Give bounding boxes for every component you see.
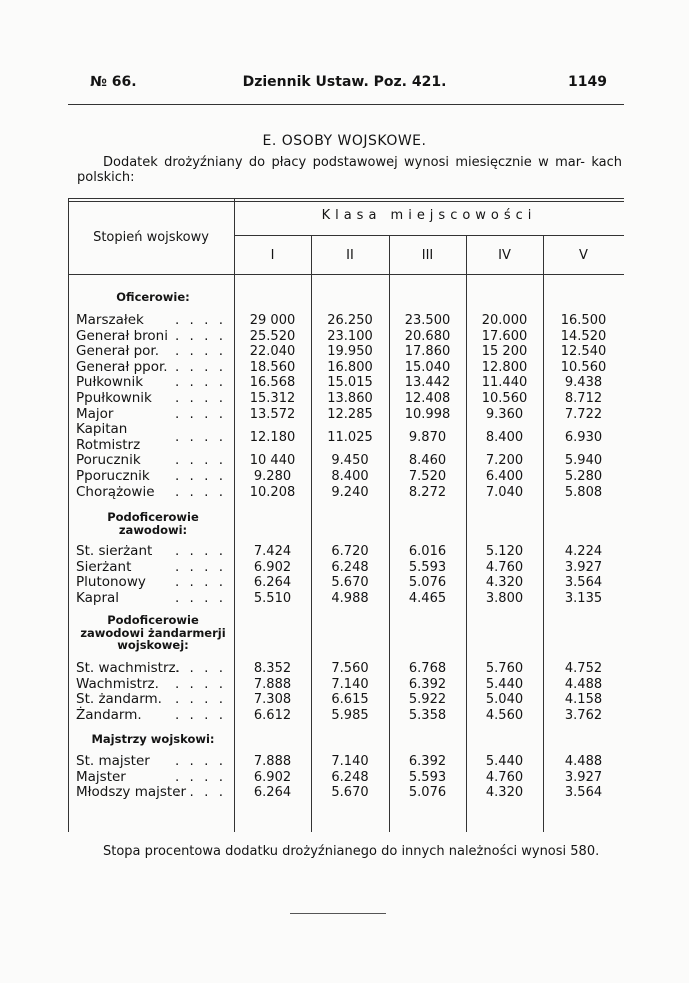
allowance-value: 17.860 xyxy=(404,344,451,360)
allowance-value: 3.564 xyxy=(564,785,603,801)
allowance-value: 4.760 xyxy=(485,559,524,575)
rank-name xyxy=(76,754,226,770)
allowance-value: 29 000 xyxy=(249,313,296,328)
allowance-value: 6.902 xyxy=(253,769,292,785)
allowance-value: 8.400 xyxy=(485,430,524,445)
allowance-value: 19.950 xyxy=(327,344,373,360)
allowance-value: 23.100 xyxy=(327,328,373,344)
allowance-value: 26.250 xyxy=(327,313,373,328)
allowance-value: 9.438 xyxy=(564,375,603,391)
allowance-value: 5.076 xyxy=(408,785,447,801)
allowance-value: 6.392 xyxy=(408,676,447,692)
allowance-value: 10 440 xyxy=(249,453,296,469)
leader-dots: . . . . xyxy=(174,784,226,801)
leader-dots: . . . . xyxy=(174,483,226,500)
allowance-value: 12.180 xyxy=(249,430,296,445)
allowance-value: 8.272 xyxy=(408,484,447,500)
allowance-value: 7.308 xyxy=(253,692,292,708)
rank-name xyxy=(76,661,226,677)
rank-label: Kapitan xyxy=(76,421,128,438)
allowance-value: 7.560 xyxy=(331,661,369,676)
journal-title: Dziennik Ustaw. Poz. 421. xyxy=(242,74,447,90)
allowance-value: 7.424 xyxy=(253,544,292,559)
allowance-value: 13.442 xyxy=(404,375,451,391)
allowance-value: 18.560 xyxy=(249,359,296,375)
leader-dots: . . . . xyxy=(174,390,226,406)
page-number: 1149 xyxy=(568,74,607,90)
allowance-value: 6.400 xyxy=(485,469,524,484)
allowance-value: 5.076 xyxy=(408,575,447,591)
allowance-value: 3.762 xyxy=(564,707,603,723)
rank-label: Majster xyxy=(76,768,126,785)
allowance-value: 5.120 xyxy=(485,544,524,559)
allowance-value: 6.264 xyxy=(253,785,292,801)
rank-label: Generał broni xyxy=(76,327,168,344)
leader-dots: . . . . xyxy=(174,558,226,575)
allowance-value: 4.752 xyxy=(564,661,603,676)
rank-label: St. wachmistrz. xyxy=(76,660,180,676)
allowance-value: 5.280 xyxy=(564,469,603,484)
allowance-value: 17.600 xyxy=(481,328,528,344)
rank-label: St. żandarm. xyxy=(76,691,162,708)
rank-name xyxy=(76,692,226,708)
allowance-value: 9.870 xyxy=(408,430,447,445)
leader-dots: . . . . xyxy=(174,691,226,708)
allowance-value: 5.940 xyxy=(564,453,603,469)
allowance-value: 15.040 xyxy=(404,359,451,375)
allowance-value: 9.280 xyxy=(253,469,292,484)
leader-dots: . . . . xyxy=(174,327,226,344)
allowance-value: 5.922 xyxy=(408,692,447,708)
allowance-value: 7.520 xyxy=(408,469,447,484)
allowance-value: 20.000 xyxy=(481,313,528,328)
allowance-value: 11.440 xyxy=(481,375,528,391)
allowance-value: 4.320 xyxy=(485,575,524,591)
allowance-value: 15.312 xyxy=(249,391,296,406)
table-top-rule xyxy=(68,198,624,199)
footnote-paragraph: Stopa procentowa dodatku drożyźnianego do innych należności wynosi 580. xyxy=(103,844,600,859)
allowance-value: 6.264 xyxy=(253,575,292,591)
group-heading: Oficerowie: xyxy=(116,290,190,304)
rank-label: Porucznik xyxy=(76,452,141,469)
rank-label: Pporucznik xyxy=(76,468,150,484)
rank-label: Ppułkownik xyxy=(76,390,152,406)
table-left-rule xyxy=(68,198,69,832)
allowance-value: 8.460 xyxy=(408,453,447,469)
leader-dots: . . . . xyxy=(174,312,226,328)
rank-name xyxy=(76,770,226,786)
allowance-value: 23.500 xyxy=(404,313,451,328)
rank-header: Stopień wojskowy xyxy=(93,230,209,245)
class-column-header: V xyxy=(579,248,588,263)
allowance-value: 15 200 xyxy=(481,344,528,360)
allowance-value: 6.768 xyxy=(408,661,447,676)
allowance-value: 3.927 xyxy=(564,559,603,575)
allowance-value: 8.712 xyxy=(564,391,603,406)
allowance-value: 9.360 xyxy=(485,406,524,422)
allowance-value: 10.560 xyxy=(560,359,607,375)
rank-name xyxy=(76,677,226,693)
allowance-value: 3.564 xyxy=(564,575,603,591)
allowance-value: 15.015 xyxy=(327,375,373,391)
rank-label: Plutonowy xyxy=(76,574,146,591)
allowance-value: 6.720 xyxy=(331,544,369,559)
allowance-value: 7.040 xyxy=(485,484,524,500)
allowance-value: 5.670 xyxy=(331,785,369,801)
rank-label: Kapral xyxy=(76,589,120,606)
leader-dots: . . . . xyxy=(174,660,226,676)
allowance-value: 12.285 xyxy=(327,406,373,422)
rank-name xyxy=(76,453,226,469)
allowance-value: 13.572 xyxy=(249,406,296,422)
class-column-header: III xyxy=(421,248,434,263)
leader-dots: . . . . xyxy=(174,358,226,375)
allowance-value: 5.808 xyxy=(564,484,603,500)
allowance-value: 5.358 xyxy=(408,707,447,723)
rank-name xyxy=(76,344,226,360)
allowance-value: 5.985 xyxy=(331,707,369,723)
rank-label: Chorążowie xyxy=(76,483,155,500)
allowance-value: 16.500 xyxy=(560,313,607,328)
rank-name xyxy=(76,329,226,345)
allowance-value: 10.998 xyxy=(404,406,451,422)
leader-dots: . . . . xyxy=(174,374,226,391)
rank-name xyxy=(76,544,226,560)
rank-name xyxy=(76,360,226,376)
allowance-value: 12.408 xyxy=(404,391,451,406)
rank-label: Żandarm. xyxy=(76,706,142,723)
allowance-value: 3.800 xyxy=(485,590,524,606)
allowance-value: 16.568 xyxy=(249,375,296,391)
rank-name xyxy=(76,591,226,607)
rank-label-alt: Rotmistrz xyxy=(76,436,141,453)
allowance-value: 3.135 xyxy=(564,590,603,606)
rank-name xyxy=(76,422,226,453)
rank-name xyxy=(76,469,226,485)
class-column-header: I xyxy=(270,248,275,263)
class-header-rule xyxy=(234,235,624,236)
allowance-value: 5.440 xyxy=(485,676,524,692)
rank-label: Major xyxy=(76,405,114,422)
leader-dots: . . . . xyxy=(174,753,226,769)
allowance-value: 7.722 xyxy=(564,406,603,422)
allowance-value: 22.040 xyxy=(249,344,296,360)
leader-dots: . . . . xyxy=(174,543,226,559)
rank-label: Pułkownik xyxy=(76,374,144,391)
table-header-rule xyxy=(68,274,624,275)
rank-name xyxy=(76,708,226,724)
rank-label: Wachmistrz. xyxy=(76,675,159,692)
leader-dots: . . . . xyxy=(174,768,226,785)
rank-label: Młodszy majster xyxy=(76,784,187,801)
leader-dots: . . . . xyxy=(174,405,226,422)
allowance-value: 13.860 xyxy=(327,391,373,406)
leader-dots: . . . . xyxy=(174,343,226,360)
allowance-value: 12.540 xyxy=(560,344,607,360)
allowance-value: 6.392 xyxy=(408,754,447,769)
footer-rule xyxy=(290,913,386,914)
allowance-value: 7.140 xyxy=(331,754,369,769)
allowance-value: 10.560 xyxy=(481,391,528,406)
rank-label: Generał ppor. xyxy=(76,358,168,375)
allowance-value: 5.040 xyxy=(485,692,524,708)
rank-name xyxy=(76,391,226,407)
allowance-value: 6.902 xyxy=(253,559,292,575)
allowance-value: 6.615 xyxy=(331,692,369,708)
allowance-value: 6.248 xyxy=(331,559,369,575)
issue-number: № 66. xyxy=(90,74,137,90)
allowance-value: 4.465 xyxy=(408,590,447,606)
allowance-value: 3.927 xyxy=(564,769,603,785)
allowance-value: 5.760 xyxy=(485,661,524,676)
allowance-value: 5.440 xyxy=(485,754,524,769)
allowance-value: 7.888 xyxy=(253,676,292,692)
allowance-value: 7.200 xyxy=(485,453,524,469)
section-title: E. OSOBY WOJSKOWE. xyxy=(262,133,427,149)
rank-label: Marszałek xyxy=(76,312,144,328)
rank-name xyxy=(76,560,226,576)
allowance-value: 7.888 xyxy=(253,754,292,769)
allowance-value: 12.800 xyxy=(481,359,528,375)
rank-label: St. sierżant xyxy=(76,543,153,559)
rank-name xyxy=(76,575,226,591)
allowance-value: 14.520 xyxy=(560,328,607,344)
allowance-value: 4.488 xyxy=(564,754,603,769)
allowance-value: 5.593 xyxy=(408,769,447,785)
allowance-value: 4.988 xyxy=(331,590,369,606)
allowance-value: 5.593 xyxy=(408,559,447,575)
class-column-header: II xyxy=(346,248,354,263)
rank-name xyxy=(76,375,226,391)
rank-name xyxy=(76,313,226,329)
rank-column-rule xyxy=(234,198,235,832)
rank-label: Generał por. xyxy=(76,343,160,360)
leader-dots: . . . . xyxy=(174,574,226,591)
allowance-value: 4.158 xyxy=(564,692,603,708)
allowance-value: 5.510 xyxy=(253,590,292,606)
header-rule xyxy=(68,104,624,105)
allowance-value: 16.800 xyxy=(327,359,373,375)
group-heading: Podoficerowie zawodowi żandarmerji wojskowej: xyxy=(80,613,226,652)
group-heading: Podoficerowie zawodowi: xyxy=(107,510,199,537)
allowance-value: 7.140 xyxy=(331,676,369,692)
rank-label: St. majster xyxy=(76,753,150,769)
allowance-value: 4.488 xyxy=(564,676,603,692)
rank-name xyxy=(76,407,226,423)
leader-dots: . . . . xyxy=(174,675,226,692)
allowance-value: 8.400 xyxy=(331,469,369,484)
allowance-value: 4.224 xyxy=(564,544,603,559)
allowance-value: 25.520 xyxy=(249,328,296,344)
leader-dots: . . . . xyxy=(174,452,226,469)
leader-dots: . . . . xyxy=(174,428,226,445)
allowance-value: 6.248 xyxy=(331,769,369,785)
leader-dots: . . . . xyxy=(174,706,226,723)
class-header: Klasa miejscowości xyxy=(321,208,537,223)
leader-dots: . . . . xyxy=(174,468,226,484)
allowance-value: 6.612 xyxy=(253,707,292,723)
allowance-value: 9.450 xyxy=(331,453,369,469)
leader-dots: . . . . xyxy=(174,589,226,606)
class-column-header: IV xyxy=(498,248,511,263)
allowance-value: 11.025 xyxy=(327,430,373,445)
rank-name xyxy=(76,485,226,501)
allowance-value: 8.352 xyxy=(253,661,292,676)
allowance-value: 4.320 xyxy=(485,785,524,801)
allowance-value: 6.016 xyxy=(408,544,447,559)
allowance-value: 9.240 xyxy=(331,484,369,500)
allowance-value: 10.208 xyxy=(249,484,296,500)
rank-label: Sierżant xyxy=(76,558,132,575)
table-top-rule-2 xyxy=(68,201,624,202)
group-heading: Majstrzy wojskowi: xyxy=(91,732,215,746)
rank-name xyxy=(76,785,226,801)
allowance-value: 4.560 xyxy=(485,707,524,723)
allowance-value: 4.760 xyxy=(485,769,524,785)
allowance-value: 5.670 xyxy=(331,575,369,591)
allowance-value: 20.680 xyxy=(404,328,451,344)
intro-paragraph: Dodatek drożyźniany do płacy podstawowej wynosi miesięcznie w mar- kach polskich: xyxy=(77,155,622,185)
allowance-value: 6.930 xyxy=(564,430,603,445)
